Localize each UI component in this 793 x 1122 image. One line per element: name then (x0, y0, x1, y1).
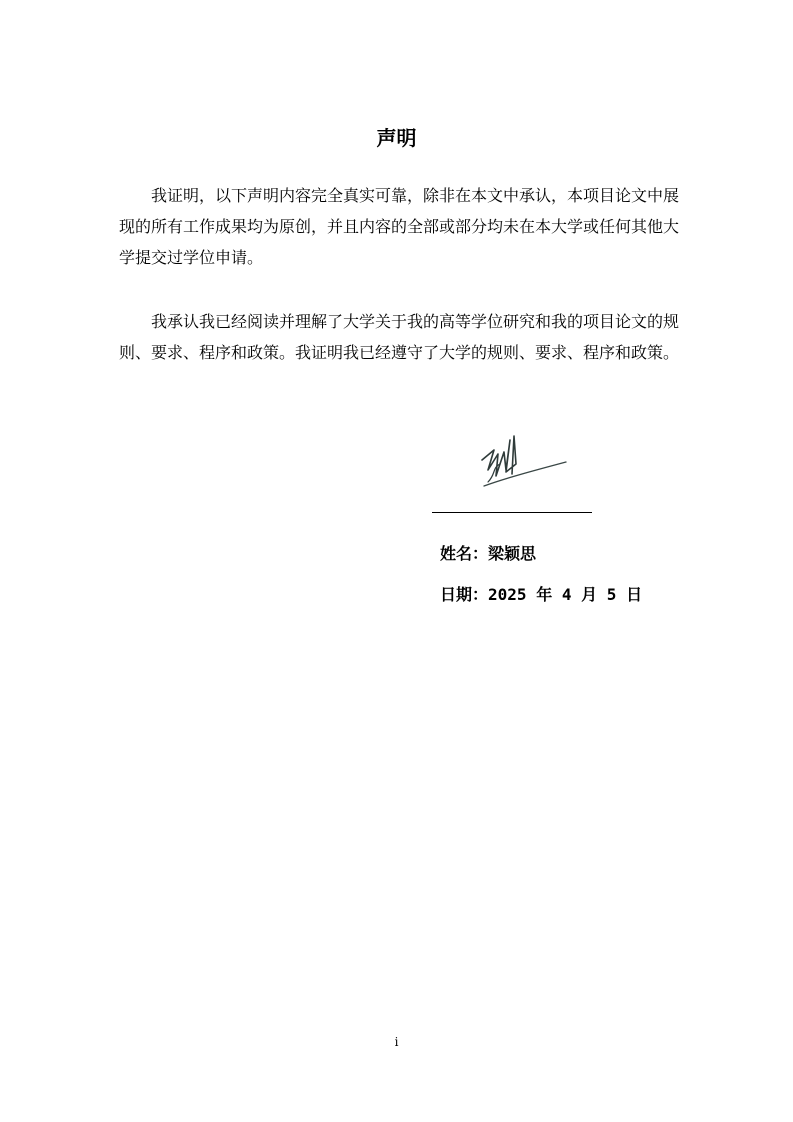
date-year: 2025 (488, 585, 527, 604)
declaration-paragraph-2: 我承认我已经阅读并理解了大学关于我的高等学位研究和我的项目论文的规则、要求、程序和政策。我证明我已经遵守了大学的规则、要求、程序和政策。 (119, 312, 680, 362)
date-year-unit: 年 (536, 585, 553, 604)
signature-image (476, 430, 572, 492)
page-title: 声明 (376, 126, 417, 150)
date-month-unit: 月 (581, 585, 598, 604)
declaration-paragraph-1: 我证明，以下声明内容完全真实可靠，除非在本文中承认，本项目论文中展现的所有工作成果均为原创，并且内容的全部或部分均未在本大学或任何其他大学提交过学位申请。 (119, 186, 680, 267)
name-label: 姓名： (440, 544, 489, 563)
page-number: i (394, 1035, 399, 1049)
signature-line (432, 512, 592, 513)
date-label: 日期： (440, 585, 489, 604)
date-line (440, 584, 642, 606)
date-month: 4 (561, 585, 572, 604)
date-day: 5 (606, 585, 617, 604)
date-day-unit: 日 (626, 585, 643, 604)
name-line (440, 543, 536, 565)
name-value: 梁颖思 (488, 544, 537, 563)
